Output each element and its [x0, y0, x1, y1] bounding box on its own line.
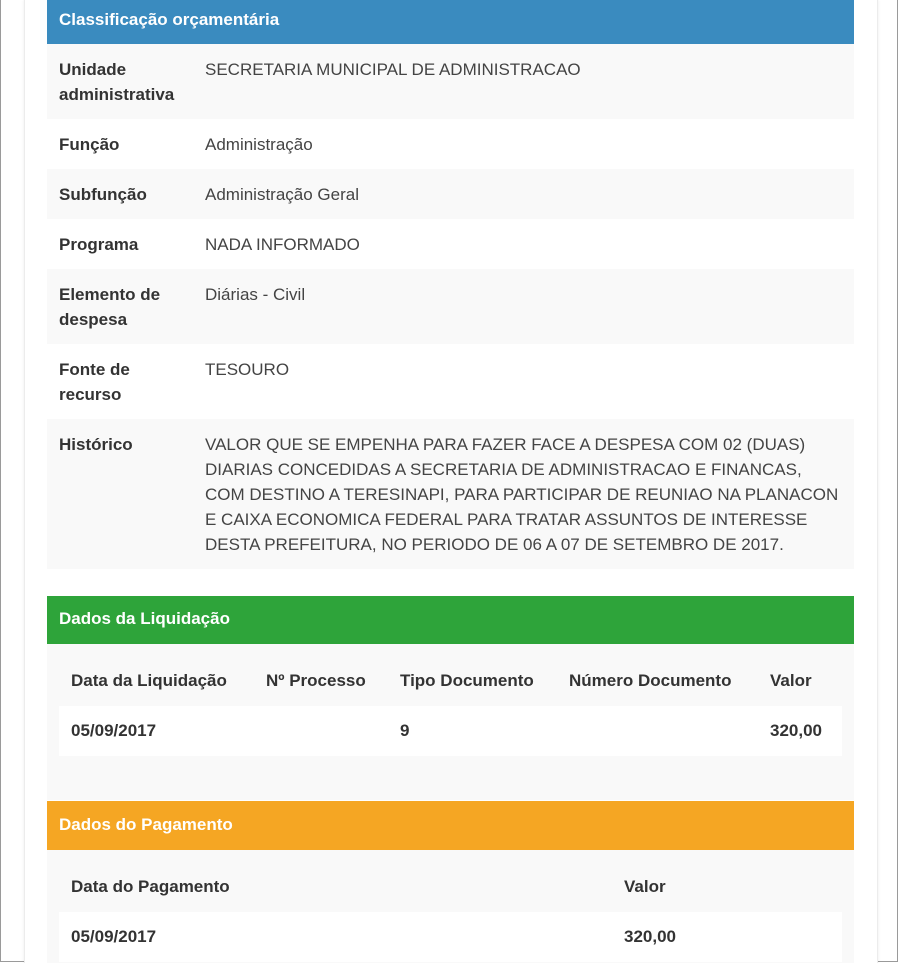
cell-numero-processo — [254, 706, 388, 756]
liquidacao-header-row — [59, 656, 842, 706]
row-elemento — [47, 269, 854, 344]
cell-data-liquidacao: 05/09/2017 — [71, 721, 157, 740]
pagamento-header-row — [59, 862, 842, 912]
cell-tipo-documento: 9 — [400, 721, 410, 740]
cell-valor: 320,00 — [770, 721, 822, 740]
value-fonte: TESOURO — [193, 344, 854, 419]
col-tipo-documento: Tipo Documento — [400, 671, 534, 690]
classificacao-header: Classificação orçamentária — [47, 0, 854, 44]
label-programa: Programa — [47, 219, 193, 269]
pagamento-header: Dados do Pagamento — [47, 801, 854, 850]
value-funcao: Administração — [193, 119, 854, 169]
label-elemento: Elemento de despesa — [47, 269, 193, 344]
cell-data-pagamento: 05/09/2017 — [71, 927, 157, 946]
label-fonte: Fonte de recurso — [47, 344, 193, 419]
row-unidade — [47, 44, 854, 119]
row-funcao — [47, 119, 854, 169]
value-subfuncao: Administração Geral — [193, 169, 854, 219]
label-unidade: Unidade administrativa — [47, 44, 193, 119]
value-elemento: Diárias - Civil — [193, 269, 854, 344]
value-unidade: SECRETARIA MUNICIPAL DE ADMINISTRACAO — [193, 44, 854, 119]
col-data-pagamento: Data do Pagamento — [71, 877, 230, 896]
liquidacao-header: Dados da Liquidação — [47, 596, 854, 644]
col-data-liquidacao: Data da Liquidação — [71, 671, 227, 690]
classificacao-section — [47, 0, 854, 569]
pagamento-section — [47, 801, 854, 963]
pagamento-table — [59, 862, 842, 962]
row-fonte — [47, 344, 854, 419]
col-valor-pagamento: Valor — [624, 877, 666, 896]
table-row — [59, 912, 842, 962]
liquidacao-section — [47, 596, 854, 800]
row-subfuncao — [47, 169, 854, 219]
row-historico — [47, 419, 854, 569]
label-subfuncao: Subfunção — [47, 169, 193, 219]
label-funcao: Função — [47, 119, 193, 169]
col-numero-documento: Número Documento — [569, 671, 732, 690]
liquidacao-panel-body — [47, 644, 854, 800]
value-programa: NADA INFORMADO — [193, 219, 854, 269]
liquidacao-table — [59, 656, 842, 756]
value-historico: VALOR QUE SE EMPENHA PARA FAZER FACE A DESPESA COM 02 (DUAS) DIARIAS CONCEDIDAS A SECRETARIA DE ADMINISTRACAO E FINANCAS, COM DESTINO A TERESINAPI, PARA PARTICIPAR DE REUNIAO NA PLANACON E CAIXA ECONOMICA FEDERAL PARA TRATAR ASSUNTOS DE INTERESSE DESTA PREFEITURA, NO PERIODO DE 06 A 07 DE SETEMBRO DE 2017. — [193, 419, 854, 569]
pagamento-panel-body — [47, 850, 854, 963]
row-programa — [47, 219, 854, 269]
col-valor: Valor — [770, 671, 812, 690]
col-numero-processo: Nº Processo — [266, 671, 366, 690]
classificacao-table — [47, 44, 854, 569]
cell-valor-pagamento: 320,00 — [624, 927, 676, 946]
table-row — [59, 706, 842, 756]
label-historico: Histórico — [47, 419, 193, 569]
cell-numero-documento — [557, 706, 758, 756]
